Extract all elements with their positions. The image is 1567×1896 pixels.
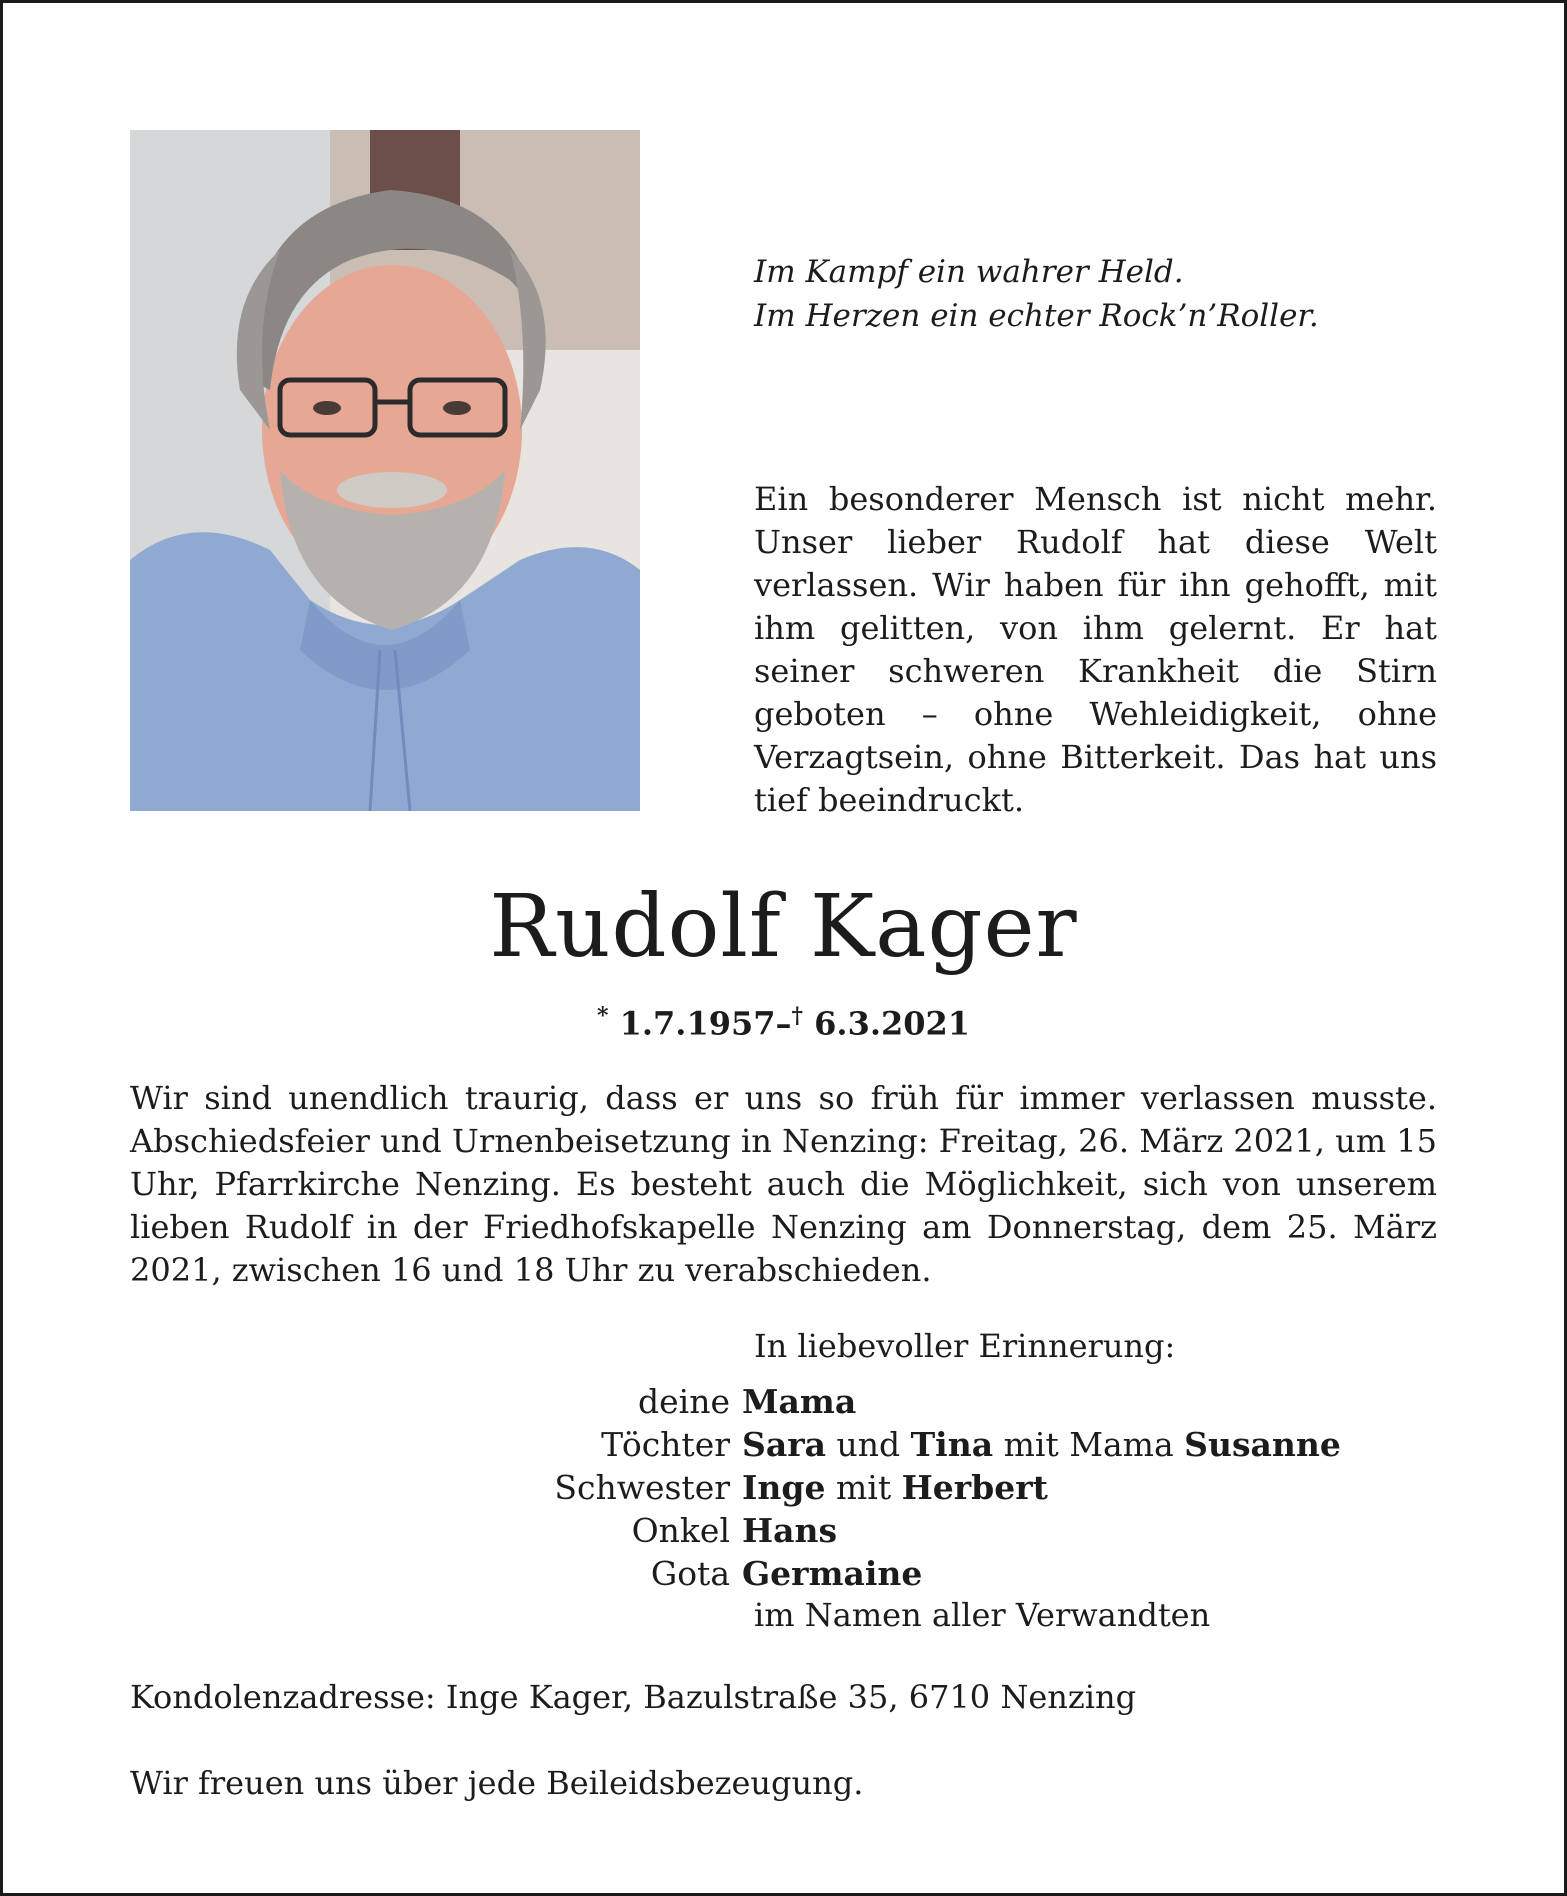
- mourner-row: [420, 1423, 1420, 1466]
- birth-symbol: *: [596, 1003, 609, 1029]
- portrait-illustration: [130, 130, 640, 811]
- mourner-role: deine: [638, 1382, 730, 1421]
- mourner-name: Germaine: [742, 1554, 923, 1593]
- mourner-name: Sara: [742, 1425, 826, 1464]
- mourner-role: Töchter: [601, 1425, 730, 1464]
- motto-line: Im Kampf ein wahrer Held.: [754, 254, 1184, 290]
- mourner-names: [742, 1423, 1420, 1466]
- mourner-conjunction: mit Mama: [1003, 1425, 1174, 1464]
- mourner-role: Schwester: [554, 1468, 730, 1507]
- birth-date: 1.7.1957: [619, 1004, 776, 1043]
- mourner-name: Hans: [742, 1511, 838, 1550]
- intro-paragraph: Ein besonderer Mensch ist nicht mehr. Unser lieber Rudolf hat diese Welt verlassen. Wir haben für ihn gehofft, mit ihm gelitten, von ihm gelernt. Er hat seiner schweren Krankheit die Stirn geboten – ohne Wehleidigkeit, ohne Verzagtsein, ohne Bitterkeit. Das hat uns tief beeindruckt.: [754, 480, 1437, 819]
- portrait-photo: [130, 130, 640, 811]
- mourner-role: Onkel: [631, 1511, 730, 1550]
- life-dates: [0, 995, 1567, 1045]
- mourner-row: [420, 1380, 1420, 1423]
- mourner-name: Inge: [742, 1468, 826, 1507]
- date-separator: –: [775, 1004, 792, 1043]
- announcement-paragraph: Wir sind unendlich traurig, dass er uns so früh für immer verlassen musste. Abschiedsfeier und Urnenbeisetzung in Nenzing: Freitag, 26. März 2021, um 15 Uhr, Pfarrkirche Nenzing. Es besteht auch die Möglichkeit, sich von unserem lieben Rudolf in der Friedhofskapelle Nenzing am Donnerstag, dem 25. März 2021, zwischen 16 und 18 Uhr zu verabschieden.: [130, 1079, 1437, 1289]
- condolence-address: Kondolenzadresse: Inge Kager, Bazulstraße 35, 6710 Nenzing: [130, 1678, 1137, 1716]
- death-date: 6.3.2021: [814, 1004, 971, 1043]
- mourner-role: Gota: [650, 1554, 730, 1593]
- motto-line: Im Herzen ein echter Rock’n’Roller.: [754, 298, 1319, 334]
- mourner-conjunction: und: [836, 1425, 901, 1464]
- motto: [754, 250, 1454, 338]
- mourner-name: Herbert: [901, 1468, 1048, 1507]
- mourner-row: [420, 1509, 1420, 1552]
- mourner-name: Tina: [910, 1425, 994, 1464]
- mourner-row: [420, 1466, 1420, 1509]
- mourner-conjunction: mit: [836, 1468, 892, 1507]
- mourner-row: [420, 1552, 1420, 1595]
- mourner-name: Susanne: [1184, 1425, 1341, 1464]
- mourner-names: [742, 1466, 1420, 1509]
- mourner-names: [742, 1552, 1420, 1595]
- memory-heading: In liebevoller Erinnerung:: [754, 1327, 1176, 1365]
- mourner-name: Mama: [742, 1382, 857, 1421]
- mourners-list: [420, 1380, 1420, 1595]
- deceased-name: Rudolf Kager: [489, 877, 1078, 977]
- thanks-line: Wir freuen uns über jede Beileidsbezeugung.: [130, 1764, 864, 1802]
- mourner-names: [742, 1509, 1420, 1552]
- death-symbol: †: [791, 1003, 804, 1029]
- mourner-names: [742, 1380, 1420, 1423]
- relatives-closing: im Namen aller Verwandten: [754, 1596, 1211, 1634]
